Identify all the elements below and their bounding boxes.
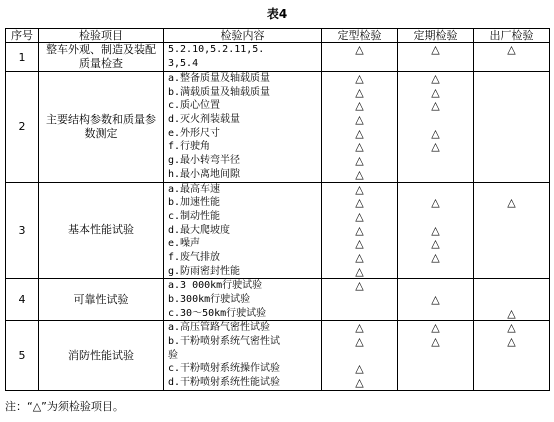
type-test-mark: △ bbox=[355, 167, 364, 181]
inspection-item-name: 主要结构参数和质量参数测定 bbox=[46, 112, 156, 140]
periodic-test-mark: △ bbox=[431, 140, 440, 154]
factory-test-mark bbox=[474, 293, 549, 307]
header-content: 检验内容 bbox=[164, 29, 322, 43]
item-content: b.300km行驶试验 bbox=[168, 294, 251, 305]
header-item: 检验项目 bbox=[39, 29, 164, 43]
factory-test-mark bbox=[474, 140, 549, 154]
item-content: e.外形尺寸 bbox=[168, 127, 221, 139]
table-row bbox=[6, 279, 550, 321]
table-row bbox=[6, 182, 550, 279]
item-content: c.干粉喷射系统操作试验 bbox=[168, 363, 281, 375]
type-test-mark: △ bbox=[355, 72, 364, 85]
item-content: d.干粉喷射系统性能试验 bbox=[168, 377, 281, 389]
periodic-test-mark bbox=[398, 57, 473, 71]
row-number: 2 bbox=[6, 72, 39, 183]
periodic-test-mark: △ bbox=[431, 293, 440, 306]
periodic-test-mark: △ bbox=[431, 250, 440, 264]
factory-test-mark bbox=[474, 210, 549, 224]
table-title: 表4 bbox=[266, 7, 288, 21]
item-content: f.废气排放 bbox=[168, 251, 221, 263]
type-test-mark: △ bbox=[355, 196, 364, 210]
factory-test-mark bbox=[474, 376, 549, 390]
factory-test-mark bbox=[474, 279, 549, 293]
periodic-test-mark: △ bbox=[431, 237, 440, 251]
row-number: 4 bbox=[6, 279, 39, 321]
type-test-mark: △ bbox=[355, 154, 364, 168]
table-row bbox=[6, 72, 550, 183]
periodic-test-mark: △ bbox=[431, 126, 440, 140]
factory-test-mark: △ bbox=[507, 196, 516, 210]
factory-test-mark: △ bbox=[507, 306, 516, 320]
type-test-mark: △ bbox=[355, 237, 364, 251]
item-content: g.最小转弯半径 bbox=[168, 155, 241, 167]
type-test-mark: △ bbox=[355, 376, 364, 390]
factory-test-mark bbox=[474, 251, 549, 265]
factory-test-mark: △ bbox=[507, 321, 516, 335]
periodic-test-mark bbox=[398, 279, 473, 293]
row-number: 5 bbox=[6, 321, 39, 390]
header-periodic-test: 定期检验 bbox=[398, 29, 474, 43]
periodic-test-mark bbox=[398, 307, 473, 321]
type-test-mark: △ bbox=[355, 126, 364, 140]
type-test-mark: △ bbox=[355, 182, 364, 196]
header-no: 序号 bbox=[6, 29, 39, 43]
type-test-mark bbox=[322, 57, 397, 71]
periodic-test-mark bbox=[398, 154, 473, 168]
periodic-test-mark bbox=[398, 265, 473, 279]
type-test-mark bbox=[322, 307, 397, 321]
periodic-test-mark bbox=[398, 349, 473, 363]
periodic-test-mark: △ bbox=[431, 223, 440, 237]
type-test-mark: △ bbox=[355, 99, 364, 113]
type-test-mark: △ bbox=[355, 321, 364, 335]
periodic-test-mark bbox=[398, 183, 473, 197]
type-test-mark: △ bbox=[355, 113, 364, 127]
factory-test-mark bbox=[474, 99, 549, 113]
periodic-test-mark bbox=[398, 376, 473, 390]
item-content: d.灭火剂装载量 bbox=[168, 114, 241, 126]
item-content: b.干粉喷射系统气密性试 bbox=[168, 336, 281, 348]
item-content: 验 bbox=[168, 349, 178, 361]
type-test-mark: △ bbox=[355, 223, 364, 237]
item-content: a.3 000km行驶试验 bbox=[168, 280, 263, 292]
table-row bbox=[6, 321, 550, 390]
header-row bbox=[6, 29, 550, 43]
type-test-mark bbox=[322, 293, 397, 307]
periodic-test-mark: △ bbox=[431, 196, 440, 210]
periodic-test-mark bbox=[398, 168, 473, 182]
item-content: h.最小离地间隙 bbox=[168, 168, 241, 180]
factory-test-mark bbox=[474, 57, 549, 71]
factory-test-mark bbox=[474, 183, 549, 197]
factory-test-mark bbox=[474, 224, 549, 238]
periodic-test-mark: △ bbox=[431, 43, 440, 57]
item-content: c.制动性能 bbox=[168, 210, 221, 222]
item-content: b.加速性能 bbox=[168, 197, 221, 209]
item-content: 3,5.4 bbox=[168, 58, 199, 69]
factory-test-mark bbox=[474, 168, 549, 182]
item-content: e.噪声 bbox=[168, 238, 201, 250]
type-test-mark: △ bbox=[355, 250, 364, 264]
type-test-mark bbox=[322, 349, 397, 363]
item-content: a.最高车速 bbox=[168, 183, 221, 195]
type-test-mark: △ bbox=[355, 362, 364, 376]
footnote: 注：“△”为须检验项目。 bbox=[5, 400, 124, 413]
type-test-mark: △ bbox=[355, 85, 364, 99]
inspection-item-name: 整车外观、制造及装配质量检查 bbox=[46, 43, 156, 70]
inspection-table bbox=[5, 28, 550, 391]
row-number: 1 bbox=[6, 43, 39, 72]
periodic-test-mark: △ bbox=[431, 99, 440, 113]
type-test-mark: △ bbox=[355, 43, 364, 57]
item-content: g.防雨密封性能 bbox=[168, 265, 241, 277]
type-test-mark: △ bbox=[355, 209, 364, 223]
periodic-test-mark: △ bbox=[431, 335, 440, 349]
periodic-test-mark bbox=[398, 210, 473, 224]
factory-test-mark bbox=[474, 349, 549, 363]
header-type-test: 定型检验 bbox=[322, 29, 398, 43]
factory-test-mark bbox=[474, 72, 549, 86]
factory-test-mark: △ bbox=[507, 43, 516, 57]
inspection-item-name: 基本性能试验 bbox=[68, 223, 134, 237]
type-test-mark: △ bbox=[355, 140, 364, 154]
periodic-test-mark: △ bbox=[431, 85, 440, 99]
periodic-test-mark: △ bbox=[431, 321, 440, 335]
factory-test-mark: △ bbox=[507, 335, 516, 349]
factory-test-mark bbox=[474, 237, 549, 251]
periodic-test-mark bbox=[398, 362, 473, 376]
factory-test-mark bbox=[474, 113, 549, 127]
item-content: 5.2.10,5.2.11,5. bbox=[168, 44, 265, 56]
type-test-mark: △ bbox=[355, 279, 364, 293]
type-test-mark: △ bbox=[355, 264, 364, 278]
item-content: c.质心位置 bbox=[168, 100, 221, 112]
table-row bbox=[6, 43, 550, 72]
type-test-mark: △ bbox=[355, 335, 364, 349]
item-content: a.高压管路气密性试验 bbox=[168, 322, 271, 334]
item-content: c.30～50km行驶试验 bbox=[168, 307, 267, 319]
item-content: a.整备质量及轴载质量 bbox=[168, 73, 271, 84]
item-content: f.行驶角 bbox=[168, 141, 211, 153]
factory-test-mark bbox=[474, 154, 549, 168]
header-factory-test: 出厂检验 bbox=[474, 29, 550, 43]
inspection-item-name: 消防性能试验 bbox=[68, 348, 134, 362]
inspection-item-name: 可靠性试验 bbox=[73, 292, 129, 306]
periodic-test-mark bbox=[398, 113, 473, 127]
factory-test-mark bbox=[474, 127, 549, 141]
item-content: d.最大爬坡度 bbox=[168, 224, 231, 236]
factory-test-mark bbox=[474, 362, 549, 376]
periodic-test-mark: △ bbox=[431, 72, 440, 85]
factory-test-mark bbox=[474, 265, 549, 279]
item-content: b.满载质量及轴载质量 bbox=[168, 86, 271, 98]
row-number: 3 bbox=[6, 182, 39, 279]
factory-test-mark bbox=[474, 86, 549, 100]
